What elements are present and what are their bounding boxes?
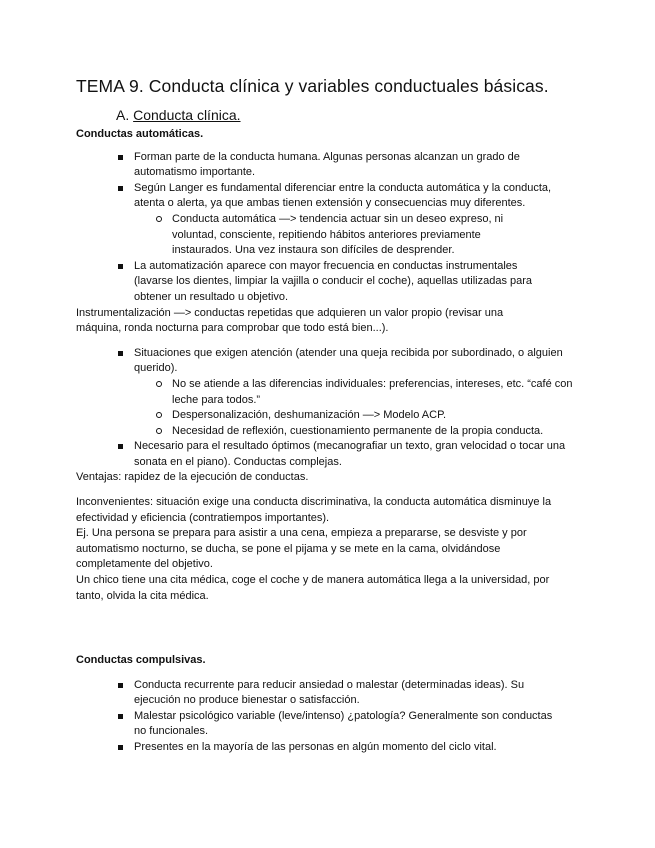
list-item: Malestar psicológico variable (leve/intenso) ¿patología? Generalmente son conductas no funcionales. — [76, 709, 556, 740]
list-item-text: Según Langer es fundamental diferenciar entre la conducta automática y la conducta, atenta o alerta, ya que ambas tienen extensión y consecuencias muy diferentes. — [134, 181, 552, 210]
automaticas-heading: Conductas automáticas. — [76, 128, 204, 140]
automaticas-list — [76, 150, 556, 306]
ventajas-paragraph: Ventajas: rapidez de la ejecución de conductas. — [76, 471, 309, 484]
sublist-item: Despersonalización, deshumanización —> Modelo ACP. — [134, 408, 576, 424]
list-item-text: Situaciones que exigen atención (atender una queja recibida por subordinado, o alguien querido). — [134, 346, 563, 375]
situaciones-list — [76, 346, 576, 471]
section-a-heading — [116, 107, 241, 123]
section-a-letter: A. — [116, 107, 130, 123]
inconvenientes-paragraph: Inconvenientes: situación exige una conducta discriminativa, la conducta automática disminuye la efectividad y eficiencia (contratiempos importantes). — [76, 496, 552, 524]
ejemplo-2-paragraph: Un chico tiene una cita médica, coge el coche y de manera automática llega a la universidad, por tanto, olvida la cita médica. — [76, 574, 550, 602]
list-item: Forman parte de la conducta humana. Algunas personas alcanzan un grado de automatismo importante. — [76, 150, 556, 181]
list-item: Conducta recurrente para reducir ansiedad o malestar (determinadas ideas). Su ejecución no produce bienestar o satisfacción. — [76, 678, 556, 709]
sublist-item: No se atiende a las diferencias individuales: preferencias, intereses, etc. “café con leche para todos.” — [134, 377, 576, 408]
compulsivas-heading: Conductas compulsivas. — [76, 654, 206, 666]
list-item: Presentes en la mayoría de las personas en algún momento del ciclo vital. — [76, 740, 556, 756]
list-item — [76, 346, 576, 440]
section-a-label: Conducta clínica. — [133, 107, 241, 123]
sublist-item: Conducta automática —> tendencia actuar sin un deseo expreso, ni voluntad, consciente, repitiendo hábitos anteriores previamente instaurados. Una vez instaura son difíciles de desprender. — [134, 212, 538, 259]
list-item: La automatización aparece con mayor frecuencia en conductas instrumentales (lavarse los dientes, limpiar la vajilla o conducir el coche), aquellas utilizadas para obtener un resultado u objetivo. — [76, 259, 556, 306]
compulsivas-section — [76, 653, 576, 756]
ejemplo-1-paragraph: Ej. Una persona se prepara para asistir a una cena, empieza a prepararse, se desviste y por automatismo nocturno, se ducha, se pone el pijama y se mete en la cama, olvidándose completamente del objetivo. — [76, 527, 527, 571]
situaciones-sublist — [134, 377, 576, 439]
compulsivas-list — [76, 678, 556, 756]
instrumentalizacion-paragraph: Instrumentalización —> conductas repetidas que adquieren un valor propio (revisar una máquina, ronda nocturna para comprobar que todo está bien...). — [76, 306, 504, 335]
list-item: Necesario para el resultado óptimos (mecanografiar un texto, gran velocidad o tocar una sonata en el piano). Conductas complejas. — [76, 439, 576, 470]
automaticas-section — [76, 127, 576, 604]
automaticas-sublist — [134, 212, 538, 259]
page-title: TEMA 9. Conducta clínica y variables conductuales básicas. — [76, 76, 549, 96]
list-item — [76, 181, 556, 259]
sublist-item: Necesidad de reflexión, cuestionamiento permanente de la propia conducta. — [134, 424, 576, 440]
